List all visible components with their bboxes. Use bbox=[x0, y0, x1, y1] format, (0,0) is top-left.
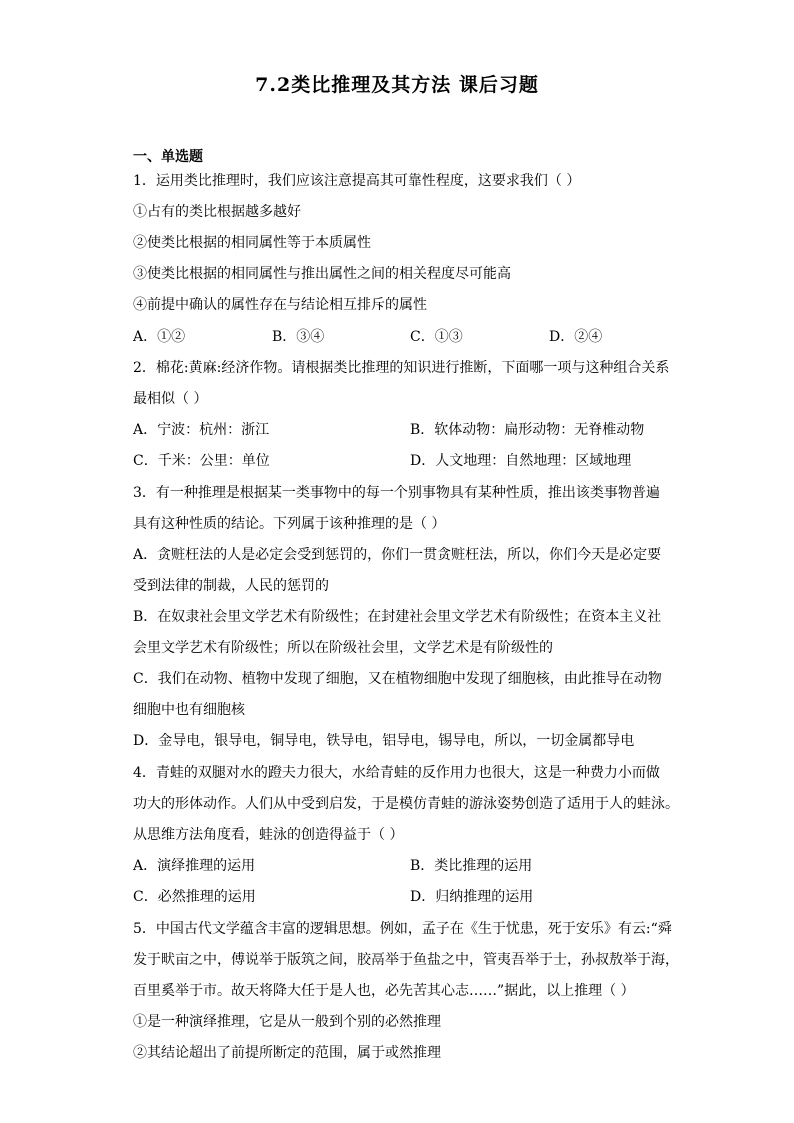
q3-stem: 3．有一种推理是根据某一类事物中的每一个别事物具有某种性质，推出该类事物普遍 bbox=[133, 485, 660, 501]
q1-item: ①占有的类比根据越多越好 bbox=[133, 204, 301, 220]
q1-item: ④前提中确认的属性存在与结论相互排斥的属性 bbox=[133, 297, 427, 313]
q3-option-b[interactable]: B．在奴隶社会里文学艺术有阶级性；在封建社会里文学艺术有阶级性；在资本主义社 bbox=[133, 609, 662, 625]
q4-option-a[interactable]: A．演绎推理的运用 bbox=[133, 858, 256, 874]
section-heading: 一、单选题 bbox=[133, 149, 203, 165]
q2-option-d[interactable]: D．人文地理：自然地理：区域地理 bbox=[410, 453, 632, 469]
q1-option-a[interactable]: A．①② bbox=[133, 329, 186, 345]
q2-option-b[interactable]: B．软体动物：扁形动物：无脊椎动物 bbox=[410, 422, 645, 438]
q2-option-a[interactable]: A．宁波：杭州：浙江 bbox=[133, 422, 270, 438]
q4-stem: 4．青蛙的双腿对水的蹬夫力很大，水给青蛙的反作用力也很大，这是一种费力小而做 bbox=[133, 765, 660, 781]
q1-stem: 1．运用类比推理时，我们应该注意提高其可靠性程度，这要求我们（ ） bbox=[133, 173, 581, 189]
q2-stem: 最相似（ ） bbox=[133, 391, 208, 407]
q1-option-d[interactable]: D．②④ bbox=[549, 329, 603, 345]
q3-stem: 具有这种性质的结论。下列属于该种推理的是（ ） bbox=[133, 516, 446, 532]
q3-option-a[interactable]: A．贪赃枉法的人是必定会受到惩罚的，你们一贯贪赃枉法，所以，你们今天是必定要 bbox=[133, 547, 662, 563]
q3-option-b-cont: 会里文学艺术有阶级性；所以在阶级社会里，文学艺术是有阶级性的 bbox=[133, 640, 553, 656]
q4-option-b[interactable]: B．类比推理的运用 bbox=[410, 858, 533, 874]
q2-stem: 2．棉花:黄麻:经济作物。请根据类比推理的知识进行推断，下面哪一项与这种组合关系 bbox=[133, 360, 670, 376]
q5-item: ②其结论超出了前提所断定的范围，属于或然推理 bbox=[133, 1045, 441, 1061]
q2-option-c[interactable]: C．千米：公里：单位 bbox=[133, 453, 270, 469]
q1-item: ②使类比根据的相同属性等于本质属性 bbox=[133, 235, 371, 251]
q4-stem: 从思维方法角度看，蛙泳的创造得益于（ ） bbox=[133, 827, 404, 843]
q4-option-d[interactable]: D．归纳推理的运用 bbox=[410, 889, 534, 905]
q5-stem: 百里奚举于市。故天将降大任于是人也，必先苦其心志……”据此，以上推理（ ） bbox=[133, 983, 635, 999]
q3-option-c-cont: 细胞中也有细胞核 bbox=[133, 702, 245, 718]
q3-option-a-cont: 受到法律的制裁，人民的惩罚的 bbox=[133, 578, 329, 594]
q5-stem: 发于畎亩之中，傅说举于版筑之间，胶鬲举于鱼盐之中，管夷吾举于士，孙叔敖举于海， bbox=[133, 952, 679, 968]
q1-item: ③使类比根据的相同属性与推出属性之间的相关程度尽可能高 bbox=[133, 266, 511, 282]
q5-stem: 5．中国古代文学蕴含丰富的逻辑思想。例如，孟子在《生于忧患，死于安乐》有云:“舜 bbox=[133, 921, 672, 937]
q1-option-c[interactable]: C．①③ bbox=[410, 329, 463, 345]
page-title: 7.2类比推理及其方法 课后习题 bbox=[255, 74, 539, 96]
q5-item: ①是一种演绎推理，它是从一般到个别的必然推理 bbox=[133, 1014, 441, 1030]
q3-option-d[interactable]: D．金导电，银导电，铜导电，铁导电，铝导电，锡导电，所以，一切金属都导电 bbox=[133, 733, 635, 749]
q4-stem: 功大的形体动作。人们从中受到启发，于是模仿青蛙的游泳姿势创造了适用于人的蛙泳。 bbox=[133, 796, 679, 812]
q1-option-b[interactable]: B．③④ bbox=[272, 329, 325, 345]
q4-option-c[interactable]: C．必然推理的运用 bbox=[133, 889, 256, 905]
q3-option-c[interactable]: C．我们在动物、植物中发现了细胞，又在植物细胞中发现了细胞核，由此推导在动物 bbox=[133, 671, 662, 687]
